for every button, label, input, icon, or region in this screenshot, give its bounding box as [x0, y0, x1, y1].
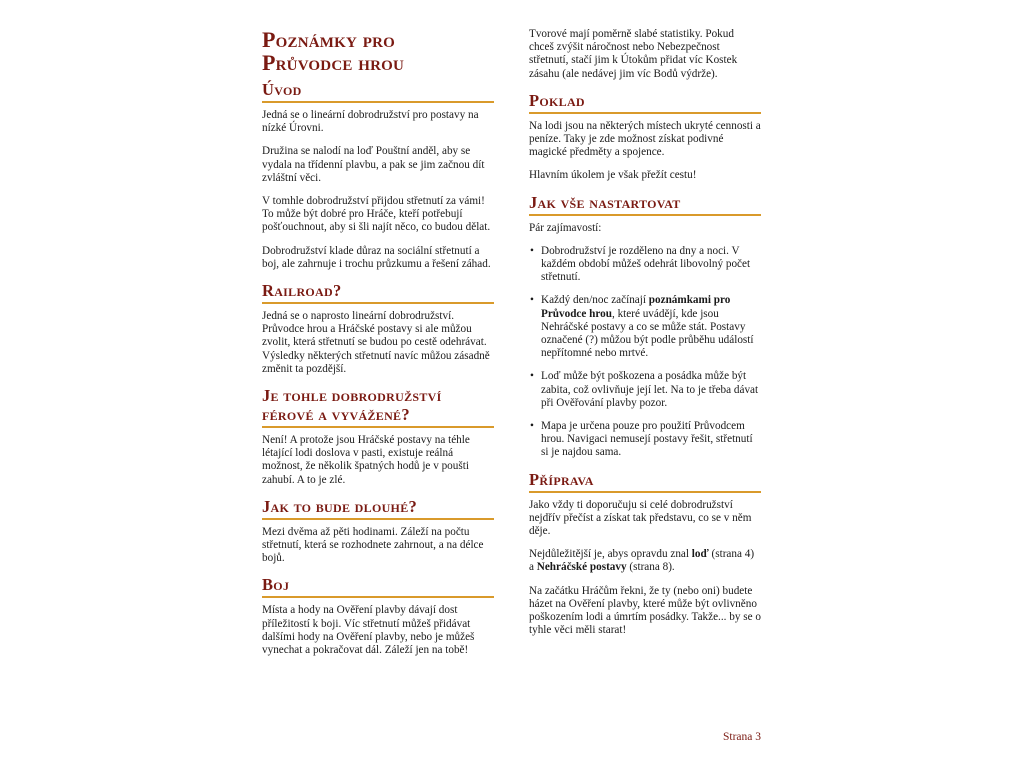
bullet-list: [529, 245, 761, 460]
section-railroad: [262, 281, 494, 376]
paragraph: Na začátku Hráčům řekni, že ty (nebo oni) budete házet na Ověření plavby, které může být ovlivněno poškozením lodi a úmrtím posádky. Takže... by se o tyhle věci měli starat!: [529, 584, 761, 637]
left-column: [262, 28, 494, 667]
paragraph: Na lodi jsou na některých místech ukryté cennosti a peníze. Taky je zde možnost získat podivné magické předměty a spojence.: [529, 119, 761, 159]
paragraph: Jako vždy ti doporučuju si celé dobrodružství nejdřív přečíst a získat tak představu, co se v něm děje.: [529, 498, 752, 538]
list-item: • Dobrodružství je rozděleno na dny a noci. V každém období můžeš odehrát libovolný počet střetnutí.: [530, 244, 751, 284]
paragraph: Tvorové mají poměrně slabé statistiky. Pokud chceš zvýšit náročnost nebo Nebezpečnost střetnutí, stačí jim k Útokům přidat víc Kostek zásahu (ale nedávej jim víc Bodů výdrže).: [529, 28, 738, 80]
paragraph: Družina se nalodí na loď Pouštní anděl, aby se vydala na třídenní plavbu, a pak se jim začnou dít zvláštní věci.: [262, 145, 485, 184]
section-heading-railroad: Railroad?: [262, 281, 494, 304]
paragraph: Dobrodružství klade důraz na sociální střetnutí a boj, ale zahrnuje i trochu průzkumu a řešení záhad.: [262, 244, 491, 270]
list-item: • Loď může být poškozena a posádka může být zabita, což ovlivňuje její let. Na to je třeba dávat při Ověřování plavby pozor.: [530, 370, 759, 409]
list-item: • Mapa je určena pouze pro použití Průvodcem hrou. Navigaci nemusejí postavy řešit, střetnutí si je najdou sama.: [530, 420, 753, 459]
page-number: Strana 3: [722, 731, 761, 743]
section-heading-nastartovat: Jak vše nastartovat: [529, 193, 761, 216]
list-item: • Každý den/noc začínají poznámkami pro Průvodce hrou, které uvádějí, kde jsou Nehráčské postavy a co se může stát. Postavy označené (?) můžou být podle průběhu událostí nepřítomné nebo mrtvé.: [530, 294, 754, 360]
section-heading-priprava: Příprava: [529, 470, 761, 493]
paragraph: Nejdůležitější je, abys opravdu znal loď (strana 4) a Nehráčské postavy (strana 8).: [529, 548, 755, 574]
section-priprava: [529, 470, 761, 638]
paragraph: Mezi dvěma až pěti hodinami. Záleží na počtu střetnutí, která se rozhodnete zahrnout, a na délce bojů.: [262, 525, 484, 565]
section-nastartovat: [529, 193, 761, 460]
paragraph: Jedná se o lineární dobrodružství pro postavy na nízké Úrovni.: [262, 109, 479, 135]
section-poklad: [529, 91, 761, 183]
bullet-icon: •: [530, 420, 534, 433]
page-title: [262, 28, 494, 74]
section-uvod: [262, 80, 494, 271]
page-title-line-2: Průvodce hrou: [262, 50, 405, 75]
page-title-line-1: Poznámky pro: [262, 27, 395, 52]
section-heading-boj: Boj: [262, 575, 494, 598]
emphasis: Nehráčské postavy: [536, 561, 627, 574]
paragraph: Není! A protože jsou Hráčské postavy na téhle létající lodi doslova v pasti, existuje reálná možnost, že několik špatných hodů je v poušti zahubí. A to je zlé.: [262, 434, 470, 486]
paragraph: Jedná se o naprosto lineární dobrodružství. Průvodce hrou a Hráčské postavy si ale můžou zvolit, která střetnutí se budou po cestě odehrávat. Výsledky některých střetnutí navíc můžou zásadně změnit ta pozdější.: [262, 310, 490, 375]
section-heading-ferove: Je tohle dobrodružství férové a vyvážené?: [262, 386, 494, 428]
emphasis: poznámkami pro Průvodce hrou: [541, 294, 731, 320]
section-heading-uvod: Úvod: [262, 80, 494, 103]
section-boj: [262, 575, 494, 657]
paragraph: Hlavním úkolem je však přežít cestu!: [529, 169, 697, 182]
section-heading-poklad: Poklad: [529, 91, 761, 114]
bullet-icon: •: [530, 294, 534, 307]
right-column: [529, 28, 761, 648]
paragraph: V tomhle dobrodružství přijdou střetnutí za vámi! To může být dobré pro Hráče, kteří potřebují pošťouchnout, aby si šli najít něco, co budou dělat.: [262, 195, 491, 234]
section-heading-dlouhe: Jak to bude dlouhé?: [262, 497, 494, 520]
bullet-icon: •: [530, 244, 534, 257]
paragraph: Místa a hody na Ověření plavby dávají dost příležitostí k boji. Víc střetnutí můžeš přidávat dalšími hody na Ověření plavby, nebo je můžeš vynechat a pokračovat dál. Záleží jen na tobě!: [262, 604, 475, 657]
section-dlouhe: [262, 497, 494, 566]
section-ferove: [262, 386, 494, 487]
bullet-icon: •: [530, 370, 534, 383]
emphasis: loď: [691, 548, 709, 561]
paragraph: Pár zajímavostí:: [529, 221, 602, 234]
